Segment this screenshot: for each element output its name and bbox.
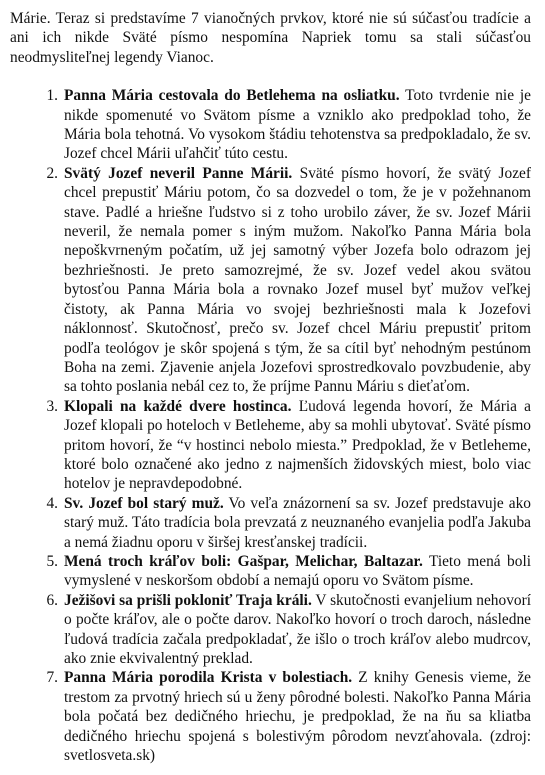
item-title: Svätý Jozef neveril Panne Márii.: [64, 164, 293, 182]
item-content: [60, 397, 531, 494]
item-title: Mená troch kráľov boli: Gašpar, Melichar, Baltazar.: [64, 552, 423, 570]
item-title: Panna Mária cestovala do Betlehema na osliatku.: [64, 87, 400, 105]
item-number: 3.: [46, 397, 58, 415]
article: [10, 9, 531, 765]
item-content: [60, 86, 531, 164]
list-item: [10, 164, 531, 397]
intro-paragraph: Márie. Teraz si predstavíme 7 vianočných prvkov, ktoré nie sú súčasťou tradície a ani ich nikde Sväté písmo nespomína Napriek tomu sa stali súčasťou neodmysliteľnej legendy Vianoc.: [10, 10, 531, 66]
item-text: Toto tvrdenie nie je nikde spomenuté vo Svätom písme a vzniklo ako predpoklad toho, že Mária bola tehotná. Vo vysokom štádiu tehotenstva sa predpokladalo, že sv. Jozef chcel Márii uľahčiť túto cestu.: [64, 87, 531, 163]
item-text: Z knihy Genesis vieme, že trestom za prvotný hriech sú u ženy pôrodné bolesti. Nakoľko Panna Mária bola počatá bez dedičného hriechu, je predpoklad, že na ňu sa kliatba dedičného hriechu spojená s bolestivým pôrodom nevzťahovala. (zdroj: svetlosveta.sk): [64, 669, 531, 765]
item-title: Sv. Jozef bol starý muž.: [64, 494, 224, 512]
item-title: Panna Mária porodila Krista v bolestiach.: [64, 669, 353, 687]
item-title: Klopali na každé dvere hostinca.: [64, 397, 292, 415]
item-number: 5.: [46, 552, 58, 570]
item-title: Ježišovi sa prišli pokloniť Traja králi.: [64, 591, 312, 609]
item-text: Sväté písmo hovorí, že svätý Jozef chcel prepustiť Máriu potom, čo sa dozvedel o tom, že je v požehnanom stave. Padlé a hriešne ľudstvo si z toho urobilo záver, že sv. Jozef Márii neveril, že nemala pomer s iným mužom. Nakoľko Panna Mária bola nepoškvrneným počatím, už jej samotný výber Jozefa bolo odrazom jej bezhriešnosti. Je preto samozrejmé, že sv. Jozef vedel akou svätou bytosťou Panna Mária bola a rovnako Jozef musel byť mužov veľkej čistoty, ak Panna Mária vo svojej bezhriešnosti mala k Jozefovi náklonnosť. Skutočnosť, prečo sv. Jozef chcel Máriu prepustiť pritom podľa teológov je skôr spojená s tým, že sa cítil byť nehodným pestúnom Boha na zemi. Zjavenie anjela Jozefovi sprostredkovalo povzbudenie, aby sa tohto poslania nebál cez to, že príjme Pannu Máriu s dieťaťom.: [64, 164, 532, 396]
item-number: 1.: [46, 87, 58, 105]
item-content: [60, 668, 531, 765]
myths-list: [10, 86, 531, 765]
list-item: [10, 494, 531, 552]
item-number: 2.: [46, 164, 58, 182]
item-content: [60, 591, 531, 669]
list-item: [10, 86, 531, 164]
item-content: [60, 164, 531, 397]
item-number: 7.: [46, 669, 58, 687]
item-text: V skutočnosti evanjelium nehovorí o počte kráľov, ale o počte darov. Nakoľko hovorí o troch daroch, následne ľudová tradícia začala predpokladať, že išlo o troch kráľov alebo mudrcov, ako znie ekvivalentný preklad.: [64, 591, 531, 667]
item-text: Ľudová legenda hovorí, že Mária a Jozef klopali po hoteloch v Betleheme, aby sa mohli ubytovať. Sväté písmo pritom hovorí, že “v hostinci nebolo miesta.” Predpoklad, že v Betleheme, ktoré bolo označené ako jedno z najmenších židovských miest, bolo viac hotelov je nepravdepodobné.: [64, 397, 532, 493]
item-text: Vo veľa znázornení sa sv. Jozef predstavuje ako starý muž. Táto tradícia bola prevzatá z neuznaného evanjelia podľa Jakuba a nemá žiadnu oporu v širšej kresťanskej tradícii.: [64, 494, 531, 551]
list-item: [10, 397, 531, 494]
item-number: 6.: [46, 591, 58, 609]
list-item: [10, 552, 531, 591]
item-content: [60, 552, 531, 591]
item-number: 4.: [46, 494, 58, 512]
item-text: Tieto mená boli vymyslené v neskoršom období a nemajú oporu vo Svätom písme.: [64, 552, 532, 590]
item-content: [60, 494, 531, 552]
list-item: [10, 668, 531, 765]
list-item: [10, 591, 531, 669]
